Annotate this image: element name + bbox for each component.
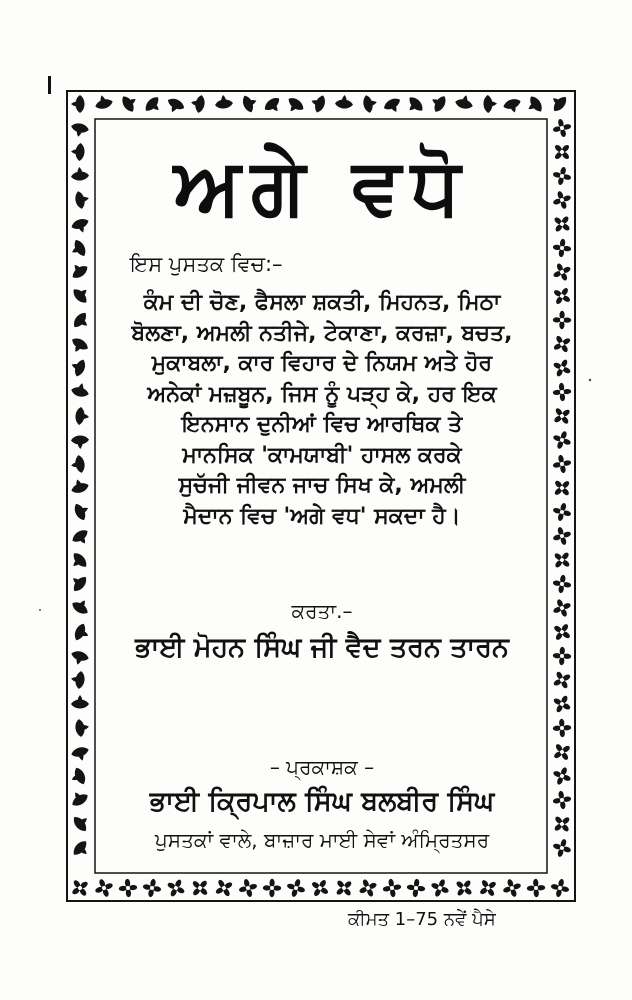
price-label: ਕੀਮਤ 1–75 ਨਵੇਂ ਪੈਸੇ (348, 909, 496, 930)
description-line: ਕੰਮ ਦੀ ਚੋਣ, ਫੈਸਲਾ ਸ਼ਕਤੀ, ਮਿਹਨਤ, ਮਿਠਾ (143, 290, 501, 315)
book-title: ਅਗੇ ਵਧੋ (173, 142, 471, 232)
contents-description (96, 288, 548, 532)
description-line: ਮੁਕਾਬਲਾ, ਕਾਰ ਵਿਹਾਰ ਦੇ ਨਿਯਮ ਅਤੇ ਹੋਰ (151, 351, 493, 376)
title-page-content (96, 120, 548, 872)
author-label: ਕਰਤਾ.– (291, 599, 353, 623)
description-line: ਇਨਸਾਨ ਦੁਨੀਆਂ ਵਿਚ ਆਰਥਿਕ ਤੇ (181, 412, 463, 437)
author-name: ਭਾਈ ਮੋਹਨ ਸਿੰਘ ਜੀ ਵੈਦ ਤਰਨ ਤਾਰਨ (135, 632, 509, 663)
description-line: ਮੈਦਾਨ ਵਿਚ 'ਅਗੇ ਵਧ' ਸਕਦਾ ਹੈ। (183, 503, 461, 529)
intro-label: ਇਸ ਪੁਸਤਕ ਵਿਚ:– (130, 252, 283, 276)
description-line: ਬੋਲਣਾ, ਅਮਲੀ ਨਤੀਜੇ, ਟੇਕਾਣਾ, ਕਰਜ਼ਾ, ਬਚਤ, (131, 320, 513, 346)
description-line: ਮਾਨਸਿਕ 'ਕਾਮਯਾਬੀ' ਹਾਸਲ ਕਰਕੇ (182, 442, 462, 468)
publisher-name: ਭਾਈ ਕ੍ਰਿਪਾਲ ਸਿੰਘ ਬਲਬੀਰ ਸਿੰਘ (149, 786, 495, 817)
description-line: ਸੁਚੱਜੀ ਜੀਵਨ ਜਾਚ ਸਿਖ ਕੇ, ਅਮਲੀ (178, 473, 466, 498)
description-line: ਅਨੇਕਾਂ ਮਜ਼ਬੂਨ, ਜਿਸ ਨੂੰ ਪੜ੍ਹ ਕੇ, ਹਰ ਇਕ (147, 381, 497, 407)
publisher-address: ਪੁਸਤਕਾਂ ਵਾਲੇ, ਬਾਜ਼ਾਰ ਮਾਈ ਸੇਵਾਂ ਅੰਮ੍ਰਿਤਸਰ (154, 828, 490, 852)
publisher-label: – ਪ੍ਰਕਾਸ਼ਕ – (269, 755, 375, 779)
